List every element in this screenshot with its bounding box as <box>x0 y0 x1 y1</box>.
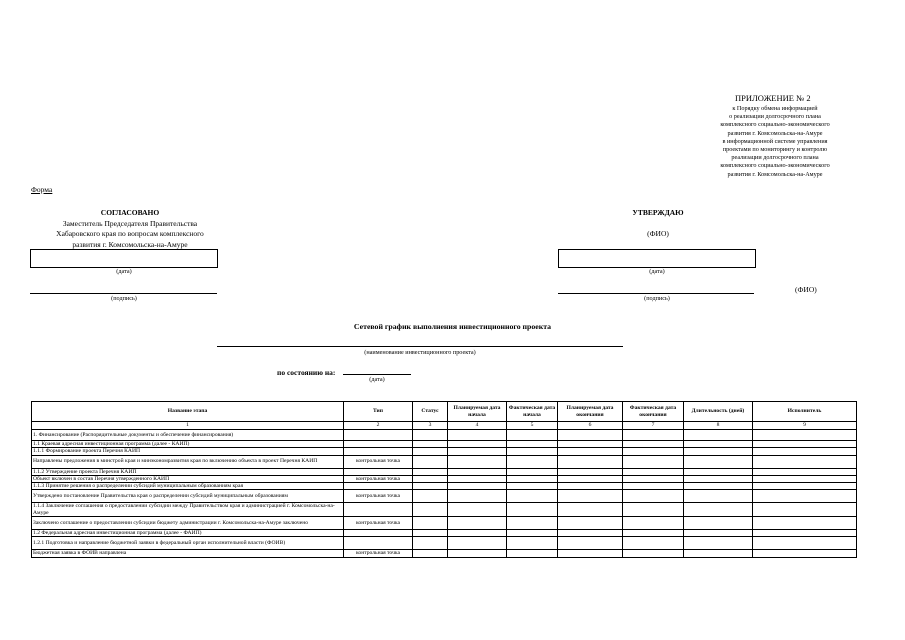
appendix-line: развития г. Комсомольска-на-Амуре <box>727 170 823 178</box>
table-cell[interactable] <box>507 448 558 455</box>
agreed-date-caption: (дата) <box>116 268 132 275</box>
table-cell[interactable] <box>413 490 448 503</box>
table-cell[interactable] <box>507 537 558 550</box>
table-cell[interactable] <box>558 490 623 503</box>
table-cell[interactable] <box>413 475 448 482</box>
table-cell[interactable] <box>623 441 684 448</box>
column-number: 5 <box>507 422 558 430</box>
agreed-block <box>30 208 230 250</box>
column-number: 7 <box>623 422 684 430</box>
stage-name-cell[interactable]: Бюджетная заявка в ФОИВ направлена <box>32 550 344 557</box>
table-cell[interactable] <box>448 503 507 517</box>
table-cell[interactable] <box>753 503 857 517</box>
stage-name-cell[interactable]: 1.2.1 Подготовка и направление бюджетной заявки в федеральный орган исполнительной власти (ФОИВ) <box>32 537 344 550</box>
column-number: 2 <box>344 422 413 430</box>
agreed-date-field[interactable] <box>30 249 218 268</box>
table-cell[interactable] <box>558 475 623 482</box>
table-cell[interactable] <box>623 483 684 490</box>
table-cell[interactable] <box>413 503 448 517</box>
appendix-line: реализации долгосрочного плана <box>731 154 819 162</box>
table-cell[interactable] <box>623 503 684 517</box>
schedule-table <box>31 401 857 558</box>
table-cell[interactable] <box>623 468 684 475</box>
type-cell[interactable] <box>344 468 413 475</box>
table-cell[interactable] <box>507 475 558 482</box>
column-number: 9 <box>753 422 857 430</box>
table-cell[interactable] <box>507 550 558 557</box>
table-cell[interactable] <box>448 550 507 557</box>
table-cell[interactable] <box>448 490 507 503</box>
appendix-line: к Порядку обмена информацией <box>732 105 818 112</box>
table-cell[interactable] <box>684 430 753 441</box>
table-row <box>32 430 857 441</box>
stage-name-cell[interactable]: Утверждено постановление Правительства края о распределении субсидий муниципальным образованиям <box>32 490 344 503</box>
type-cell[interactable]: контрольная точка <box>344 455 413 468</box>
table-row <box>32 537 857 550</box>
table-cell[interactable] <box>623 537 684 550</box>
table-cell[interactable] <box>753 448 857 455</box>
table-cell[interactable] <box>413 537 448 550</box>
appendix-line: о реализации долгосрочного плана <box>729 113 821 121</box>
table-cell[interactable] <box>684 455 753 468</box>
as-of-caption: (дата) <box>369 376 385 383</box>
table-cell[interactable] <box>448 468 507 475</box>
table-cell[interactable] <box>507 441 558 448</box>
table-header-row <box>32 402 857 422</box>
table-cell[interactable] <box>413 441 448 448</box>
table-row <box>32 441 857 448</box>
appendix-line: комплексного социально-экономического <box>720 162 830 170</box>
table-cell[interactable] <box>507 483 558 490</box>
table-cell[interactable] <box>684 468 753 475</box>
table-cell[interactable] <box>753 517 857 530</box>
agreed-line: Хабаровского края по вопросам комплексного <box>56 229 204 238</box>
column-header: Тип <box>344 402 413 422</box>
table-row <box>32 475 857 482</box>
project-name-caption: (наименование инвестиционного проекта) <box>364 349 476 356</box>
approve-fio: (ФИО) <box>647 229 669 238</box>
table-cell[interactable] <box>413 530 448 537</box>
approve-block <box>560 208 756 238</box>
form-label: Форма <box>31 185 53 194</box>
column-number: 8 <box>684 422 753 430</box>
table-cell[interactable] <box>684 503 753 517</box>
appendix-line: в информационной системе управления <box>722 137 828 145</box>
table-cell[interactable] <box>507 430 558 441</box>
column-number: 4 <box>448 422 507 430</box>
table-cell[interactable] <box>623 455 684 468</box>
table-cell[interactable] <box>684 550 753 557</box>
column-header: Статус <box>413 402 448 422</box>
table-cell[interactable] <box>448 455 507 468</box>
appendix-title: ПРИЛОЖЕНИЕ № 2 <box>735 93 811 103</box>
table-cell[interactable] <box>507 503 558 517</box>
approve-date-field[interactable] <box>558 249 756 268</box>
column-header: Название этапа <box>32 402 344 422</box>
table-cell[interactable] <box>448 475 507 482</box>
as-of-date-line[interactable] <box>343 374 411 375</box>
stage-name-cell[interactable]: 1.1.2 Утверждение проекта Перечня КАИП <box>32 468 344 475</box>
table-cell[interactable] <box>413 550 448 557</box>
table-cell[interactable] <box>623 430 684 441</box>
table-cell[interactable] <box>753 441 857 448</box>
column-header: Планируемая дата начала <box>448 402 507 422</box>
table-cell[interactable] <box>684 530 753 537</box>
table-cell[interactable] <box>558 517 623 530</box>
approve-signature-line[interactable] <box>558 293 754 294</box>
table-cell[interactable] <box>623 517 684 530</box>
table-cell[interactable] <box>413 455 448 468</box>
stage-name-cell[interactable]: 1.1.4 Заключение соглашения о предоставлении субсидии между Правительством края и администрацией г. Комсомольска-на-Амуре <box>32 503 344 517</box>
table-cell[interactable] <box>558 537 623 550</box>
table-cell[interactable] <box>507 468 558 475</box>
table-cell[interactable] <box>413 517 448 530</box>
table-row <box>32 483 857 490</box>
approve-fio-right: (ФИО) <box>795 285 817 294</box>
appendix-line: проектами по мониторингу и контролю <box>722 146 828 154</box>
agreed-heading: СОГЛАСОВАНО <box>100 208 160 217</box>
as-of-label: по состоянию на: <box>277 368 336 377</box>
table-cell[interactable] <box>623 550 684 557</box>
column-header: Исполнитель <box>753 402 857 422</box>
approve-signature-caption: (подпись) <box>644 295 670 302</box>
table-cell[interactable] <box>448 537 507 550</box>
table-cell[interactable] <box>558 441 623 448</box>
type-cell[interactable] <box>344 430 413 441</box>
table-row <box>32 517 857 530</box>
table-cell[interactable] <box>507 455 558 468</box>
type-cell[interactable] <box>344 448 413 455</box>
table-row <box>32 490 857 503</box>
type-cell[interactable]: контрольная точка <box>344 490 413 503</box>
table-cell[interactable] <box>753 430 857 441</box>
table-cell[interactable] <box>558 448 623 455</box>
agreed-signature-line[interactable] <box>30 293 217 294</box>
table-cell[interactable] <box>448 448 507 455</box>
table-cell[interactable] <box>684 448 753 455</box>
table-cell[interactable] <box>753 455 857 468</box>
table-cell[interactable] <box>413 468 448 475</box>
table-cell[interactable] <box>448 441 507 448</box>
stage-name-cell[interactable]: 1. Финансирование (Распорядительные документы и обеспечение финансирования) <box>32 430 344 441</box>
table-cell[interactable] <box>558 530 623 537</box>
approve-date-caption: (дата) <box>649 268 665 275</box>
table-cell[interactable] <box>413 448 448 455</box>
appendix-line: комплексного социально-экономического <box>720 121 830 129</box>
table-cell[interactable] <box>753 483 857 490</box>
table-cell[interactable] <box>684 441 753 448</box>
type-cell[interactable]: контрольная точка <box>344 517 413 530</box>
table-cell[interactable] <box>753 550 857 557</box>
stage-name-cell[interactable]: Направлены предложения в минстрой края и минэкономразвития края по включению объекта в проект Перечня КАИП <box>32 455 344 468</box>
table-cell[interactable] <box>753 537 857 550</box>
column-header: Фактическая дата окончания <box>623 402 684 422</box>
table-row <box>32 503 857 517</box>
table-cell[interactable] <box>507 490 558 503</box>
column-number: 6 <box>558 422 623 430</box>
table-cell[interactable] <box>448 430 507 441</box>
approve-heading: УТВЕРЖДАЮ <box>632 208 684 217</box>
table-cell[interactable] <box>448 517 507 530</box>
table-cell[interactable] <box>448 483 507 490</box>
table-cell[interactable] <box>623 475 684 482</box>
stage-name-cell[interactable]: 1.1.1 Формирование проекта Перечня КАИП <box>32 448 344 455</box>
table-cell[interactable] <box>558 430 623 441</box>
column-header: Фактическая дата начала <box>507 402 558 422</box>
table-cell[interactable] <box>753 530 857 537</box>
table-row <box>32 455 857 468</box>
table-cell[interactable] <box>684 475 753 482</box>
type-cell[interactable] <box>344 530 413 537</box>
agreed-signature-caption: (подпись) <box>111 295 137 302</box>
column-number-row <box>32 422 857 430</box>
table-cell[interactable] <box>623 490 684 503</box>
table-row <box>32 550 857 557</box>
table-cell[interactable] <box>507 517 558 530</box>
table-cell[interactable] <box>623 530 684 537</box>
stage-name-cell[interactable]: 1.2 Федеральная адресная инвестиционная программа (далее - ФАИП) <box>32 530 344 537</box>
table-cell[interactable] <box>558 468 623 475</box>
appendix-line: развития г. Комсомольска-на-Амуре <box>727 129 823 137</box>
table-cell[interactable] <box>558 550 623 557</box>
table-cell[interactable] <box>558 483 623 490</box>
table-cell[interactable] <box>413 483 448 490</box>
table-cell[interactable] <box>684 517 753 530</box>
stage-name-cell[interactable]: 1.1 Краевая адресная инвестиционная программа (далее - КАИП) <box>32 441 344 448</box>
table-cell[interactable] <box>684 483 753 490</box>
table-row <box>32 530 857 537</box>
type-cell[interactable] <box>344 503 413 517</box>
table-cell[interactable] <box>753 490 857 503</box>
stage-name-cell[interactable]: Заключено соглашение о предоставлении субсидии бюджету администрации г. Комсомольска-на-Амуре заключено <box>32 517 344 530</box>
table-cell[interactable] <box>558 455 623 468</box>
table-cell[interactable] <box>684 537 753 550</box>
project-name-line[interactable] <box>217 346 623 347</box>
table-row <box>32 468 857 475</box>
agreed-line: Заместитель Председателя Правительства <box>62 218 198 228</box>
table-cell[interactable] <box>413 430 448 441</box>
table-cell[interactable] <box>448 530 507 537</box>
type-cell[interactable]: контрольная точка <box>344 475 413 482</box>
agreed-line: развития г. Комсомольска-на-Амуре <box>72 239 188 249</box>
column-number: 3 <box>413 422 448 430</box>
stage-name-cell[interactable]: 1.1.3 Принятие решения о распределении субсидий муниципальным образованиям края <box>32 483 344 490</box>
table-cell[interactable] <box>558 503 623 517</box>
table-row <box>32 448 857 455</box>
table-cell[interactable] <box>753 475 857 482</box>
column-number: 1 <box>32 422 344 430</box>
column-header: Длительность (дней) <box>684 402 753 422</box>
table-cell[interactable] <box>507 530 558 537</box>
column-header: Планируемая дата окончания <box>558 402 623 422</box>
stage-name-cell[interactable]: Объект включен в состав Перечня утвержденного КАИП <box>32 475 344 482</box>
type-cell[interactable]: контрольная точка <box>344 550 413 557</box>
table-cell[interactable] <box>684 490 753 503</box>
type-cell[interactable] <box>344 441 413 448</box>
table-cell[interactable] <box>623 448 684 455</box>
table-cell[interactable] <box>753 468 857 475</box>
type-cell[interactable] <box>344 483 413 490</box>
document-title: Сетевой график выполнения инвестиционного проекта <box>353 322 552 331</box>
appendix-subtitle <box>690 105 860 179</box>
type-cell[interactable] <box>344 537 413 550</box>
